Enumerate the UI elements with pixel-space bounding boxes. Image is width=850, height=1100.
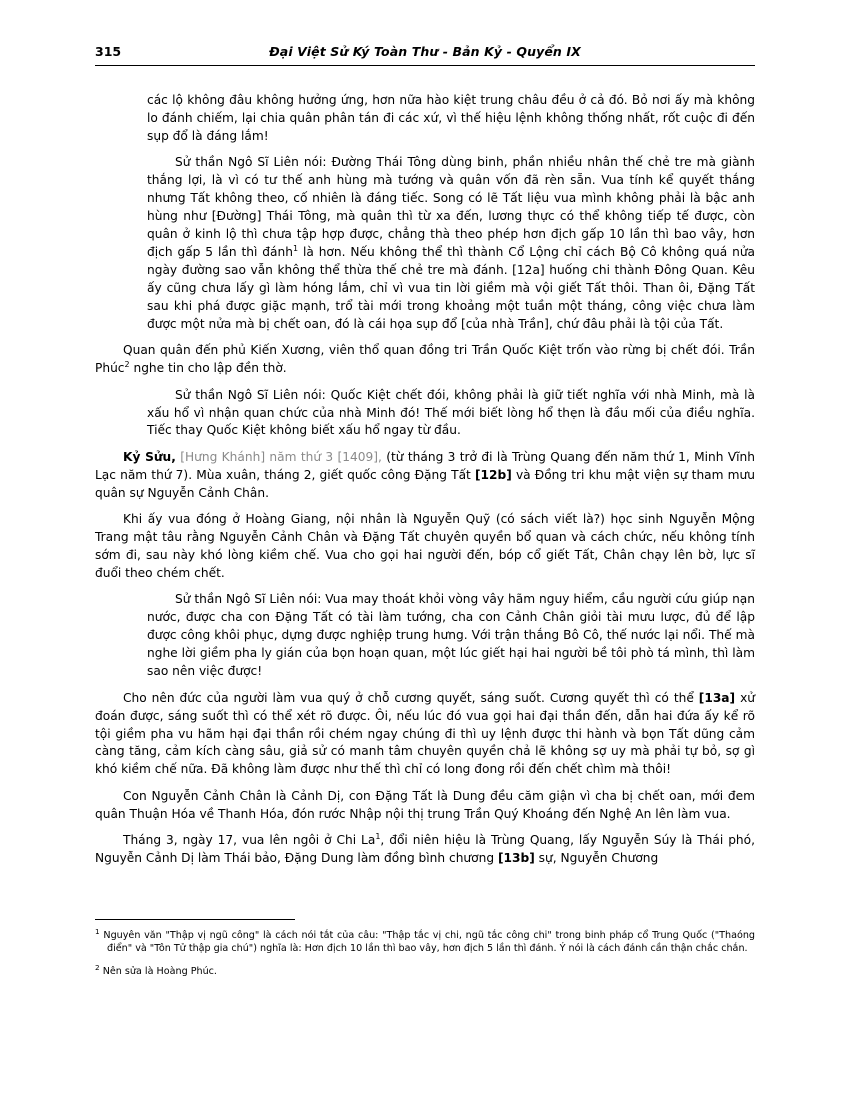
historian-commentary-2: Sử thần Ngô Sĩ Liên nói: Quốc Kiệt chết đói, không phải là giữ tiết nghĩa với nhà Minh, mà là xấu hổ vì nhận quan chức của nhà Minh đó! Thế mới biết lòng hổ thẹn là đầu mối của điều nghĩa. Tiếc thay Quốc Kiệt không biết xấu hổ ngay từ đầu. [147, 387, 755, 438]
historian-commentary-3: Sử thần Ngô Sĩ Liên nói: Vua may thoát khỏi vòng vây hãm nguy hiểm, cầu người cứu giúp nạn nước, được cha con Đặng Tất có tài làm tướng, cha con Cảnh Chân giỏi tài mưu lược, đủ để lập được công khôi phục, dựng được nghiệp trung hưng. Với trận thắng Bô Cô, thế nước lại nổi. Thế mà nghe lời giềm pha ly gián của bọn hoạn quan, một lúc giết hại hai người bề tôi phò tá mình, thì làm sao nên việc được! [147, 592, 755, 679]
footnote-ref-2: 2 [124, 360, 130, 370]
page-marker-13b: [13b] [497, 851, 535, 866]
era-note: [Hưng Khánh] năm thứ 3 [1409], [175, 449, 382, 464]
footnote-divider [95, 919, 295, 920]
book-title: Đại Việt Sử Ký Toàn Thư - Bản Kỷ - Quyển IX [269, 44, 581, 59]
ky-suu-text-part1: (từ tháng 3 trở đi là Trùng Quang đến năm thứ 1, Minh Vĩnh Lạc năm thứ 7). Mùa xuân, tháng 2, giết quốc công Đặng Tất [95, 449, 755, 482]
historian-commentary-1 [147, 154, 755, 333]
footnote-ref-3: 1 [375, 832, 381, 842]
paragraph-ky-suu [95, 449, 755, 503]
paragraph-thang-3 [95, 832, 755, 868]
thang3-text-part2: , đổi niên hiệu là Trùng Quang, lấy Nguyễn Súy là Thái phó, Nguyễn Cảnh Dị làm Thái bảo, Đặng Dung làm đồng bình chương [95, 833, 755, 866]
footnote-item [95, 965, 755, 979]
paragraph-hoang-giang: Khi ấy vua đóng ở Hoàng Giang, nội nhân là Nguyễn Quỹ (có sách viết là?) học sinh Nguyễn Mộng Trang mật tâu rằng Nguyễn Cảnh Chân và Đặng Tất chuyên quyền bổ quan và cách chức, nếu không tính sớm đi, sau này khó lòng kiềm chế. Vua cho gọi hai người đến, bóp cổ giết Tất, Chân chạy lên bờ, lực sĩ đuổi theo chém chết. [95, 512, 755, 580]
year-label: Kỷ Sửu, [123, 449, 176, 464]
ky-suu-text-part2: và Đồng tri khu mật viện sự tham mưu quân sự Nguyễn Cảnh Chân. [95, 467, 755, 500]
footnote-ref-1: 1 [292, 243, 299, 253]
page-body [95, 92, 755, 868]
footnote-text: Nên sửa là Hoàng Phúc. [102, 966, 217, 978]
virtue-text-part1: Cho nên đức của người làm vua quý ở chỗ cương quyết, sáng suốt. Cương quyết thì có thể [123, 690, 699, 705]
page-marker-12b: [12b] [474, 467, 512, 482]
footnote-text: Nguyên văn "Thập vị ngũ công" là cách nói tắt của câu: "Thập tắc vị chi, ngũ tắc công chi" trong binh pháp cổ Trung Quốc ("Thaóng điển" và "Tôn Tử thập gia chú") nghĩa là: Hơn địch 10 lần thì bao vây, hơn địch 5 lần thì đánh. Ý nói là cách đánh cần thận chắc chắn. [103, 929, 755, 955]
paragraph-virtue [95, 690, 755, 780]
paragraph-text-part1: Quan quân đến phủ Kiến Xương, viên thổ quan đồng tri Trần Quốc Kiệt trốn vào rừng bị chết đói. Trần Phúc [95, 343, 755, 376]
footnote-marker: 2 [95, 963, 100, 972]
thang3-text-part1: Tháng 3, ngày 17, vua lên ngôi ở Chi La [123, 833, 376, 848]
page-number: 315 [95, 44, 122, 59]
commentary-text-part2: là hơn. Nếu không thể thì thành Cổ Lộng chỉ cách Bộ Cô không quá nửa ngày đường sao vẫn không thể thừa thế chẻ tre mà đánh. [12a] huống chi thành Đông Quan. Kêu ấy cũng chưa lấy gì làm hóng lắm, chỉ vì vua tin lời giềm mà vội giết Tất thôi. Than ôi, Đặng Tất sau khi phá được giặc mạnh, trổ tài mới trong khoảng một tuần một tháng, công việc chưa làm được một nửa mà bị chết oan, đó là cái họa sụp đổ [của nhà Trần], chứ đâu phải là tội của Tất. [147, 245, 756, 331]
paragraph-continuation: các lộ không đâu không hưởng ứng, hơn nữa hào kiệt trung châu đều ở cả đó. Bỏ nơi ấy mà không lo đánh chiếm, lại chia quân phân tán đi các xứ, vì thế hiệu lệnh không thống nhất, rốt cuộc đi đến sụp đổ là đáng lắm! [147, 93, 755, 143]
paragraph-canh-di: Con Nguyễn Cảnh Chân là Cảnh Dị, con Đặng Tất là Dung đều căm giận vì cha bị chết oan, mới đem quân Thuận Hóa về Thanh Hóa, đón rước Nhập nội thị trung Trần Quý Khoáng đến Nghệ An lên làm vua. [95, 788, 755, 821]
footnote-section [95, 919, 755, 988]
virtue-text-part2: xử đoán được, sáng suốt thì có thể xét rõ được. Ôi, nếu lúc đó vua gọi hai đại thần đến, dẫn hai đứa ấy kể rõ tội giềm pha vu hãm hại đại thần rồi chém ngay chúng đi thì uy lệnh được thi hành và bọn Tất dũng cảm càng tăng, cảm kích càng sâu, giả sử có manh tâm chuyên quyền chả lẽ không sợ uy mà phải tự bỏ, sợ gì khó kiềm chế nữa. Đã không làm được như thế thì chỉ có long đong rồi đến chết chìm mà thôi! [95, 690, 756, 777]
paragraph-quoc-kiet [95, 342, 755, 378]
paragraph-text-part2: nghe tin cho lập đền thờ. [129, 361, 287, 376]
page-marker-13a: [13a] [698, 690, 736, 705]
thang3-text-part3: sự, Nguyễn Chương [534, 851, 659, 866]
footnote-marker: 1 [95, 926, 100, 936]
footnote-item [95, 926, 755, 957]
page-header [95, 44, 755, 66]
commentary-text-part1: Sử thần Ngô Sĩ Liên nói: Đường Thái Tông dùng binh, phần nhiều nhân thế chẻ tre mà giành thắng lợi, là vì có tư thế anh hùng mà tướng và quân vốn đã rèn sẵn. Vua tính kể quyết thắng nhưng Tất không theo, cố nhiên là đáng tiếc. Song có lẽ Tất liệu vua mình không phải là bậc anh hùng như [Đường] Thái Tông, mà quân thì từ xa đến, lương thực có thể không tiếp tế được, còn quân ở kinh lộ thì chưa tập hợp được, chẳng thà theo phép hơn địch gấp 10 lần thì bao vây, hơn địch gấp 5 lần thì đánh [147, 155, 755, 259]
